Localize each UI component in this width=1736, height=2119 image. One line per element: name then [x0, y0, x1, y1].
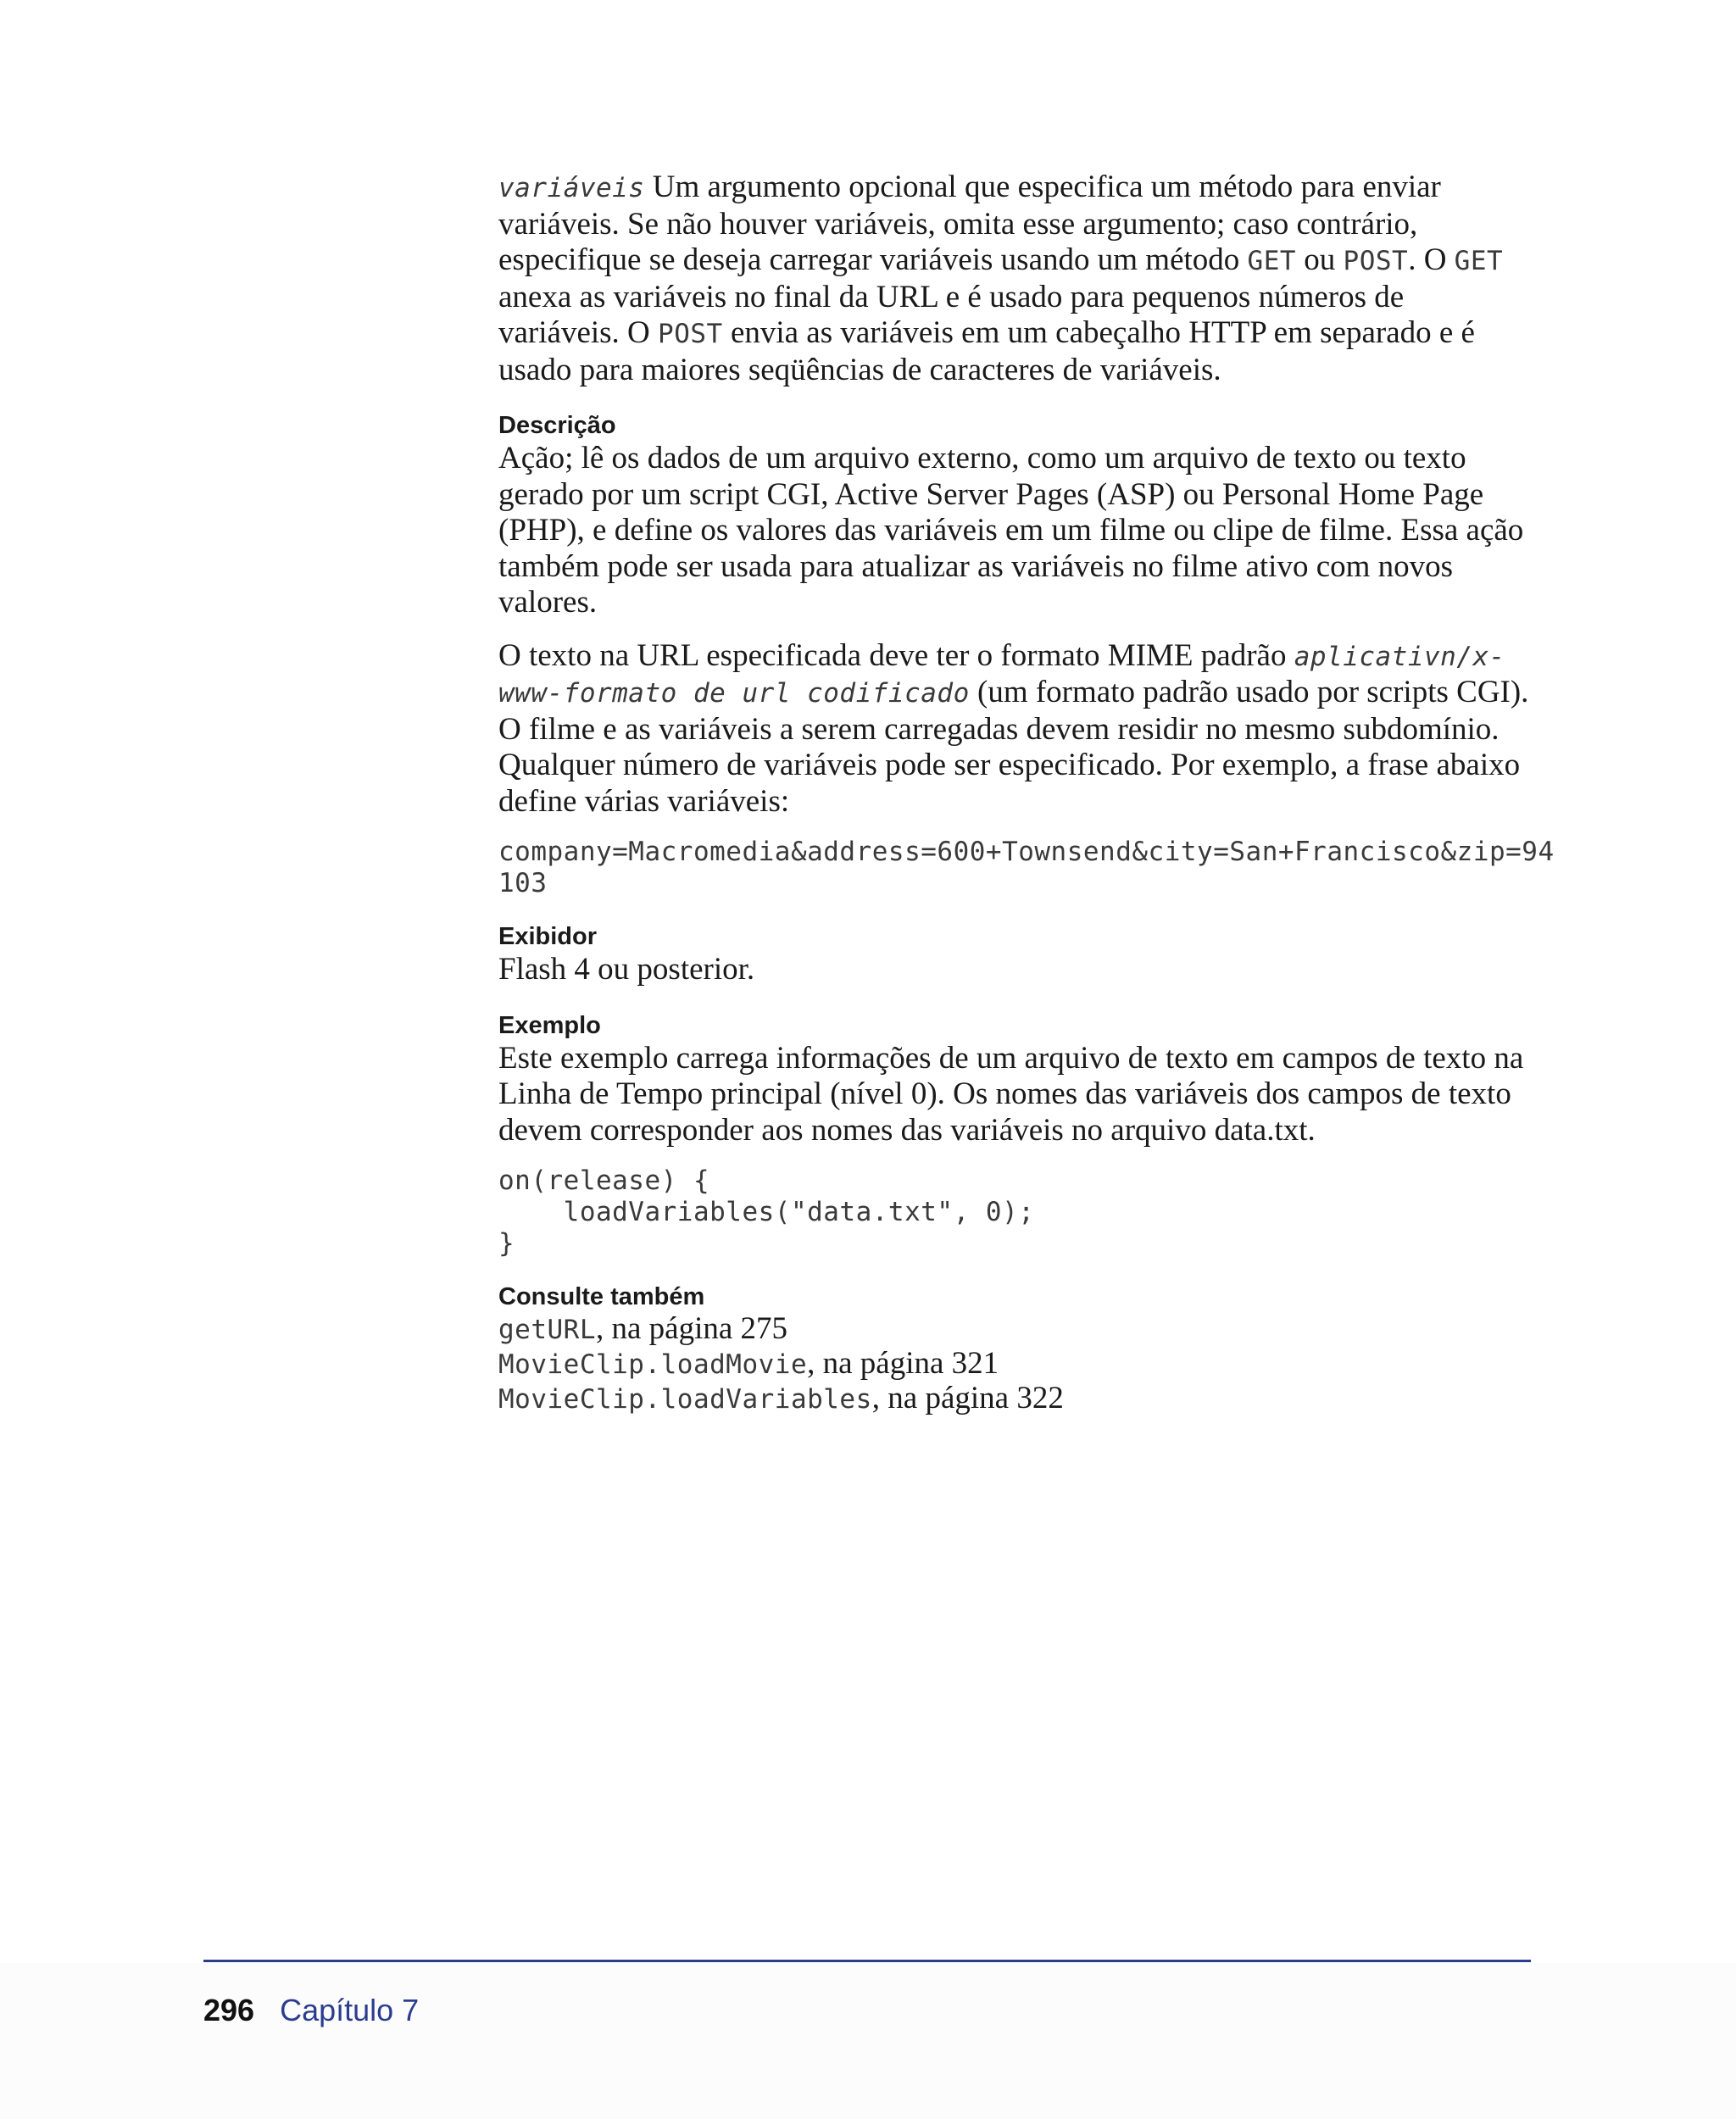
- reference-item: getURL, na página 275: [498, 1311, 788, 1346]
- parameter-description: variáveis Um argumento opcional que especifica um método para enviar variáveis. Se não houver variáveis, omita esse argumento; caso contrário, especifique se deseja carregar variáveis usando um método GET ou POST. O GET anexa as variáveis no final da URL e é usado para pequenos números de variáveis. O POST envia as variáveis em um cabeçalho HTTP em separado e é usado para maiores seqüências de caracteres de variáveis.: [498, 170, 1504, 387]
- code-block-example: on(release) { loadVariables("data.txt", 0); }: [498, 1165, 1035, 1259]
- section-heading-consulte: Consulte também: [498, 1283, 705, 1310]
- reference-link[interactable]: MovieClip.loadVariables: [498, 1384, 872, 1415]
- reference-link[interactable]: getURL: [498, 1315, 596, 1345]
- section-heading-exibidor: Exibidor: [498, 923, 598, 950]
- inline-code: POST: [658, 319, 723, 349]
- chapter-label: Capítulo 7: [280, 1993, 420, 2027]
- footer-background: [0, 1963, 1736, 2119]
- page-content: [498, 170, 1555, 1416]
- descricao-paragraph-1: Ação; lê os dados de um arquivo externo, como um arquivo de texto ou texto gerado por um script CGI, Active Server Pages (ASP) ou Personal Home Page (PHP), e define os valores das variáveis em um filme ou clipe de filme. Essa ação também pode ser usada para atualizar as variáveis no filme ativo com novos valores.: [498, 441, 1524, 620]
- section-heading-descricao: Descrição: [498, 412, 616, 439]
- exibidor-text: Flash 4 ou posterior.: [498, 952, 755, 987]
- code-block-variables: company=Macromedia&address=600+Townsend&city=San+Francisco&zip=94 103: [498, 837, 1555, 898]
- exemplo-text: Este exemplo carrega informações de um arquivo de texto em campos de texto na Linha de Tempo principal (nível 0). Os nomes das variáveis dos campos de texto devem corresponder aos nomes das variáveis no arquivo data.txt.: [498, 1040, 1524, 1148]
- footer-divider: [203, 1960, 1531, 1962]
- reference-link[interactable]: MovieClip.loadMovie: [498, 1349, 808, 1380]
- page-number: 296: [203, 1993, 255, 2027]
- reference-item: MovieClip.loadVariables, na página 322: [498, 1381, 1064, 1415]
- inline-code: POST: [1343, 246, 1409, 276]
- page-footer: [203, 1992, 419, 2029]
- inline-code: GET: [1247, 246, 1297, 276]
- reference-item: MovieClip.loadMovie, na página 321: [498, 1346, 999, 1381]
- mime-type-code: aplicativn/x-www-formato de url codificado: [498, 641, 1505, 709]
- parameter-name: variáveis: [498, 173, 645, 203]
- inline-code: GET: [1454, 246, 1504, 276]
- section-heading-exemplo: Exemplo: [498, 1011, 601, 1039]
- descricao-paragraph-2: O texto na URL especificada deve ter o formato MIME padrão aplicativn/x-www-formato de url codificado (um formato padrão usado por scripts CGI). O filme e as variáveis a serem carregadas devem residir no mesmo subdomínio. Qualquer número de variáveis pode ser especificado. Por exemplo, a frase abaixo define várias variáveis:: [498, 637, 1529, 819]
